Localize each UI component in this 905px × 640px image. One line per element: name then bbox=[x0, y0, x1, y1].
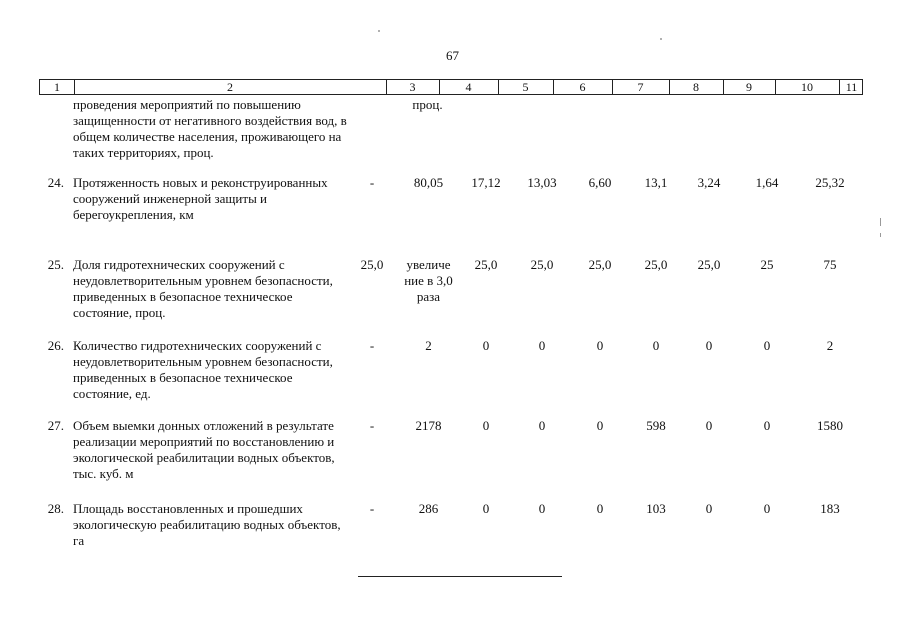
row-value-c3: - bbox=[369, 338, 375, 353]
header-col-10: 10 bbox=[775, 80, 840, 94]
row-value-c3: - bbox=[369, 175, 375, 190]
header-col-7: 7 bbox=[612, 80, 670, 94]
row-value-c9: 3,24 bbox=[697, 175, 721, 190]
row-value-c10: 0 bbox=[763, 501, 771, 516]
scan-speck bbox=[378, 30, 380, 32]
row-value-c6: 25,0 bbox=[530, 257, 554, 272]
row-value-c11: 2 bbox=[826, 338, 834, 353]
row-value-c5: 0 bbox=[482, 338, 490, 353]
row-value-c3: - bbox=[369, 418, 375, 433]
row-indicator-name: Количество гидротехнических сооружений с неудовлетворительным уровнем безопасности, приведенных в безопасное техническое состояние, ед. bbox=[73, 338, 333, 401]
row-value-c5: 25,0 bbox=[474, 257, 498, 272]
row-indicator-name: Площадь восстановленных и прошедших экологическую реабилитацию водных объектов, га bbox=[73, 501, 341, 548]
header-col-8: 8 bbox=[669, 80, 724, 94]
row-value-c6: 0 bbox=[538, 418, 546, 433]
header-col-5: 5 bbox=[498, 80, 554, 94]
continuation-col4: проц. bbox=[412, 97, 443, 112]
row-value-c6: 0 bbox=[538, 338, 546, 353]
row-value-c9: 0 bbox=[705, 338, 713, 353]
row-value-c10: 0 bbox=[763, 418, 771, 433]
row-value-c8: 0 bbox=[652, 338, 660, 353]
row-value-c11: 183 bbox=[820, 501, 840, 516]
row-value-c9: 0 bbox=[705, 418, 713, 433]
header-col-2: 2 bbox=[74, 80, 387, 94]
row-value-c4: увеличе ние в 3,0 раза bbox=[404, 257, 453, 304]
row-value-c5: 0 bbox=[482, 418, 490, 433]
page-number: 67 bbox=[446, 48, 459, 63]
row-number: 26. bbox=[47, 338, 64, 353]
row-value-c3: - bbox=[369, 501, 375, 516]
row-value-c8: 103 bbox=[646, 501, 666, 516]
row-value-c11: 25,32 bbox=[815, 175, 845, 190]
row-number: 27. bbox=[47, 418, 64, 433]
row-value-c8: 13,1 bbox=[644, 175, 668, 190]
scan-speck bbox=[660, 38, 662, 40]
row-value-c9: 25,0 bbox=[697, 257, 721, 272]
header-col-4: 4 bbox=[439, 80, 499, 94]
row-value-c8: 598 bbox=[646, 418, 666, 433]
continuation-name: проведения мероприятий по повышению защищенности от негативного воздействия вод, в общем количестве населения, проживающего на таких территориях, проц. bbox=[73, 97, 347, 160]
header-col-9: 9 bbox=[723, 80, 776, 94]
scan-edge-mark bbox=[880, 218, 881, 226]
row-value-c7: 0 bbox=[596, 501, 604, 516]
row-value-c10: 1,64 bbox=[755, 175, 779, 190]
row-value-c4: 2178 bbox=[415, 418, 442, 433]
scan-edge-mark bbox=[880, 233, 881, 237]
header-col-3: 3 bbox=[386, 80, 440, 94]
row-value-c11: 1580 bbox=[817, 418, 843, 433]
row-value-c6: 13,03 bbox=[527, 175, 557, 190]
row-value-c7: 6,60 bbox=[588, 175, 612, 190]
row-value-c5: 17,12 bbox=[471, 175, 501, 190]
row-value-c4: 2 bbox=[425, 338, 432, 353]
row-number: 24. bbox=[47, 175, 64, 190]
row-value-c4: 80,05 bbox=[413, 175, 444, 190]
row-value-c11: 75 bbox=[823, 257, 837, 272]
row-value-c7: 0 bbox=[596, 418, 604, 433]
row-value-c8: 25,0 bbox=[644, 257, 668, 272]
row-value-c7: 0 bbox=[596, 338, 604, 353]
header-col-1: 1 bbox=[40, 80, 75, 94]
row-indicator-name: Доля гидротехнических сооружений с неудовлетворительным уровнем безопасности, приведенных в безопасное техническое состояние, проц. bbox=[73, 257, 333, 320]
row-value-c4: 286 bbox=[418, 501, 439, 516]
row-value-c6: 0 bbox=[538, 501, 546, 516]
row-number: 25. bbox=[47, 257, 64, 272]
row-indicator-name: Объем выемки донных отложений в результате реализации мероприятий по восстановлению и экологической реабилитации водных объектов, тыс. куб. м bbox=[73, 418, 335, 481]
row-number: 28. bbox=[47, 501, 64, 516]
row-value-c10: 0 bbox=[763, 338, 771, 353]
row-indicator-name: Протяженность новых и реконструированных сооружений инженерной защиты и берегоукрепления, км bbox=[73, 175, 328, 222]
header-col-11: 11 bbox=[845, 80, 858, 94]
row-value-c5: 0 bbox=[482, 501, 490, 516]
header-col-6: 6 bbox=[553, 80, 613, 94]
table-header bbox=[39, 79, 863, 95]
footer-divider bbox=[358, 576, 562, 577]
row-value-c7: 25,0 bbox=[588, 257, 612, 272]
row-value-c10: 25 bbox=[760, 257, 774, 272]
row-value-c9: 0 bbox=[705, 501, 713, 516]
row-value-c3: 25,0 bbox=[360, 257, 384, 272]
